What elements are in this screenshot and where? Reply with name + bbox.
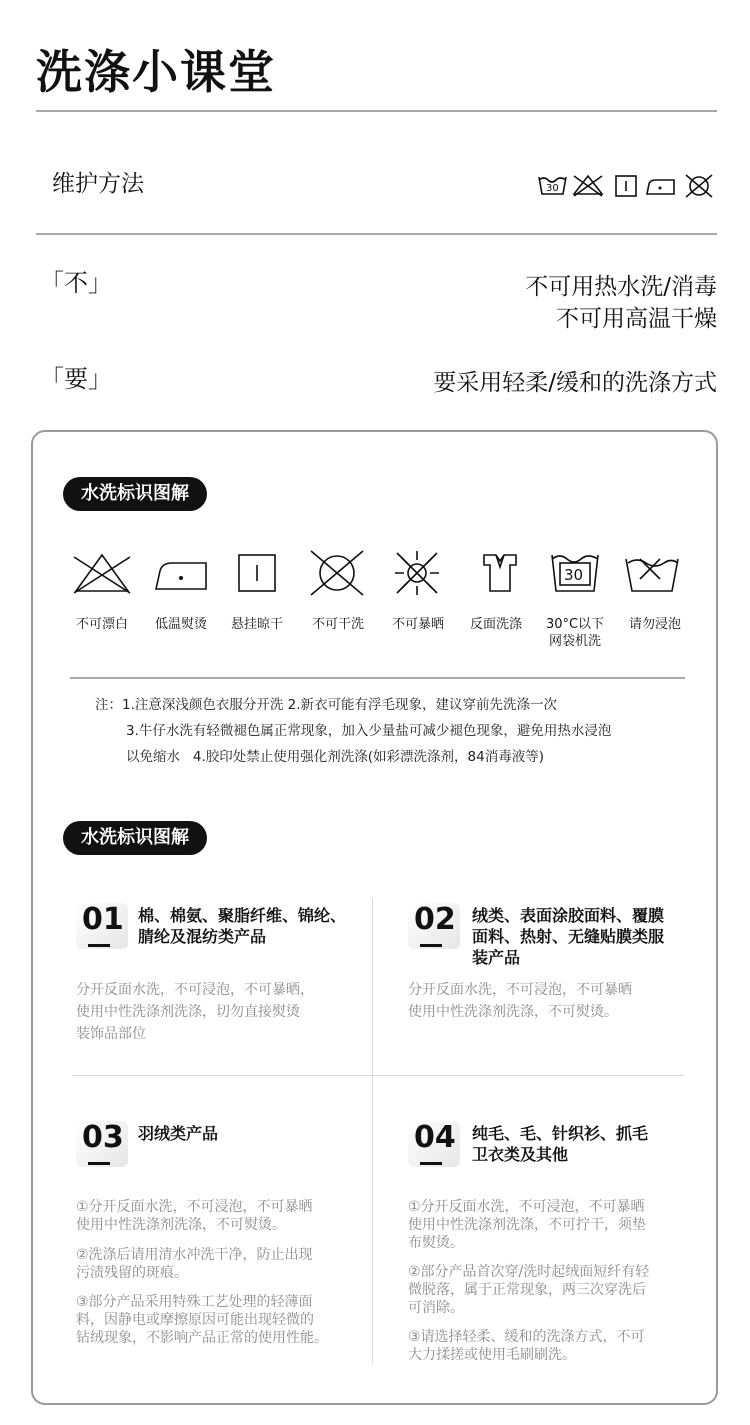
symbol-label-no-soak: 请勿浸泡 xyxy=(628,617,681,632)
hang-dry-icon xyxy=(616,176,636,196)
low-iron-icon xyxy=(156,563,206,589)
note-line-3: 以免缩水 4.胶印处禁止使用强化剂洗涤(如彩漂洗涤剂，84消毒液等) xyxy=(126,749,544,765)
symbol-label-inside-out: 反面洗涤 xyxy=(469,617,522,632)
category-number: 01 xyxy=(82,902,124,937)
category-number-underline xyxy=(88,944,110,947)
category-number-underline xyxy=(420,944,442,947)
category-description: ③请选择轻柔、缓和的洗涤方式，不可 大力揉搓或使用毛刷刷洗。 xyxy=(408,1329,645,1363)
svg-text:30: 30 xyxy=(546,183,559,194)
category-description: ②洗涤后请用清水冲洗干净，防止出现 污渍残留的斑痕。 xyxy=(76,1247,313,1281)
low-iron-icon xyxy=(647,180,674,194)
category-number: 03 xyxy=(82,1120,124,1155)
do-line: 要采用轻柔/缓和的洗涤方式 xyxy=(433,370,717,396)
dont-bracket: 「不」 xyxy=(40,269,112,297)
no-dry-clean-icon xyxy=(311,551,363,595)
svg-text:30: 30 xyxy=(564,566,584,584)
do-bracket: 「要」 xyxy=(40,365,112,393)
symbol-label-machine-wash: 30°C以下 网袋机洗 xyxy=(545,617,605,649)
category-number-underline xyxy=(88,1162,110,1165)
category-description: ①分开反面水洗，不可浸泡，不可暴晒 使用中性洗涤剂洗涤，不可熨烫。 xyxy=(76,1199,313,1233)
dont-line-1: 不可用热水洗/消毒 xyxy=(525,274,717,300)
symbol-label-no-bleach: 不可漂白 xyxy=(75,617,128,632)
title-divider xyxy=(36,110,717,112)
dont-line-2: 不可用高温干燥 xyxy=(556,306,717,332)
category-description: ②部分产品首次穿/洗时起绒面短纤有轻 微脱落，属于正常现象，两三次穿洗后 可消除。 xyxy=(408,1264,650,1316)
page-title: 洗涤小课堂 xyxy=(36,45,276,99)
hang-dry-icon xyxy=(239,555,275,591)
symbol-label-no-sun-dry: 不可暴晒 xyxy=(391,617,444,632)
note-line-1: 注：1.注意深浅颜色衣服分开洗 2.新衣可能有浮毛现象，建议穿前先洗涤一次 xyxy=(95,697,558,713)
grid-divider-vertical xyxy=(372,898,373,1363)
no-dry-clean-icon xyxy=(686,175,712,197)
no-sun-dry-icon xyxy=(395,551,439,595)
machine-wash-30-icon xyxy=(552,555,598,591)
section-title-symbols: 水洗标识图解 xyxy=(63,477,207,511)
inside-out-wash-icon xyxy=(484,555,516,591)
category-number: 02 xyxy=(414,902,456,937)
no-soak-icon xyxy=(626,559,678,591)
wash-30-icon xyxy=(539,177,566,194)
symbol-label-low-iron: 低温熨烫 xyxy=(154,617,207,632)
category-description: 分开反面水洗，不可浸泡，不可暴晒 使用中性洗涤剂洗涤，不可熨烫。 xyxy=(408,982,632,1020)
category-description: ③部分产品采用特殊工艺处理的轻薄面 料，因静电或摩擦原因可能出现轻微的 钻绒现象，不影响产品正常的使用性能。 xyxy=(76,1294,328,1346)
category-description: 分开反面水洗，不可浸泡，不可暴晒， 使用中性洗涤剂洗涤，切勿直接熨烫 装饰品部位 xyxy=(76,982,314,1042)
maintenance-label: 维护方法 xyxy=(52,171,144,197)
grid-divider-horizontal xyxy=(72,1075,684,1076)
section-title-categories: 水洗标识图解 xyxy=(63,821,207,855)
maintenance-divider xyxy=(36,233,717,235)
category-title: 棉、棉氨、聚脂纤维、锦纶、 腈纶及混纺类产品 xyxy=(138,906,347,946)
category-title: 绒类、表面涂胶面料、覆膜 面料、热射、无缝贴膜类服 装产品 xyxy=(472,906,665,967)
category-number-underline xyxy=(420,1162,442,1165)
symbol-label-hang-dry: 悬挂晾干 xyxy=(230,617,283,632)
category-title: 羽绒类产品 xyxy=(138,1124,219,1143)
category-number: 04 xyxy=(414,1120,456,1155)
symbol-label-no-dry-clean: 不可干洗 xyxy=(311,617,364,632)
note-line-2: 3.牛仔水洗有轻微褪色属正常现象，加入少量盐可减少褪色现象，避免用热水浸泡 xyxy=(126,723,612,739)
no-bleach-icon xyxy=(74,555,130,593)
no-bleach-icon xyxy=(574,176,602,196)
symbols-divider xyxy=(70,677,685,679)
maintenance-icons xyxy=(536,172,718,200)
category-description: ①分开反面水洗，不可浸泡，不可暴晒 使用中性洗涤剂洗涤，不可拧干，须垫 布熨烫。 xyxy=(408,1199,646,1251)
symbol-icons xyxy=(60,545,700,605)
category-title: 纯毛、毛、针织衫、抓毛 卫衣类及其他 xyxy=(472,1124,649,1164)
